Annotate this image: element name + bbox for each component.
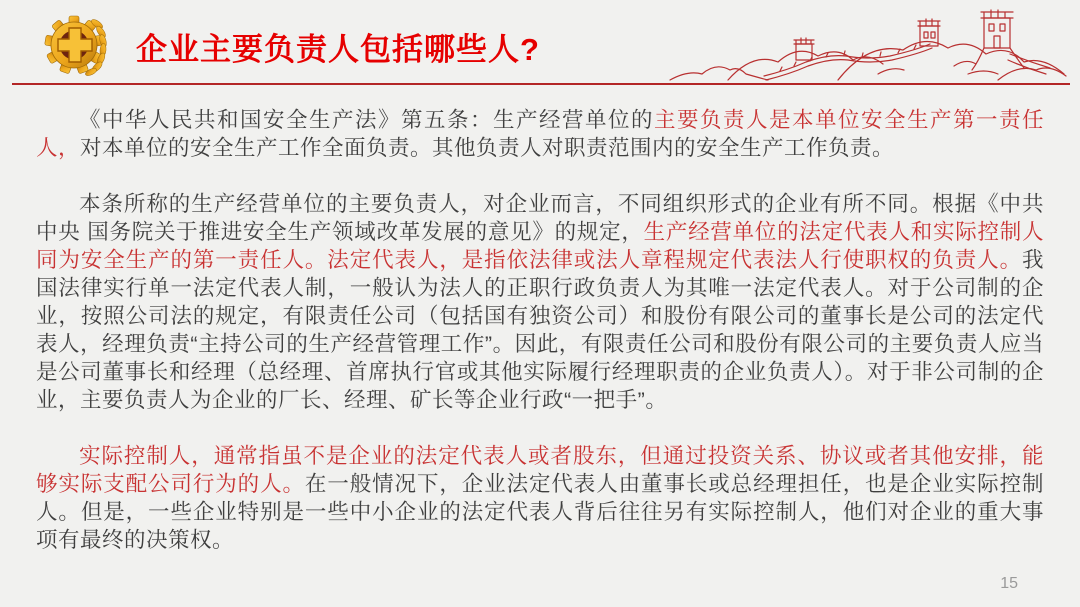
great-wall-illustration-icon: [668, 4, 1068, 84]
page-number: 15: [1000, 575, 1018, 592]
safety-emblem-icon: [44, 11, 112, 79]
text-segment-red: 实际控制人，通常指虽不是企业的法定代表人或者股东，但通过投资关系、协议或者其他安排，能够实际支配公司行为的人。: [36, 444, 1044, 496]
text-segment-red: 生产经营单位的法定代表人和实际控制人同为安全生产的第一责任人。法定代表人，是指依法律或法人章程规定代表法人行使职权的负责人。: [36, 220, 1044, 272]
paragraph-legal-representative: [36, 190, 1044, 414]
text-segment-dark: 我国法律实行单一法定代表人制，一般认为法人的正职行政负责人为其唯一法定代表人。对于公司制的企业，按照公司法的规定，有限责任公司（包括国有独资公司）和股份有限公司的董事长是公司的法定代表人，经理负责“主持公司的生产经营管理工作”。因此，有限责任公司和股份有限公司的主要负责人应当是公司董事长和经理（总经理、首席执行官或其他实际履行经理职责的企业负责人）。对于非公司制的企业，主要负责人为企业的厂长、经理、矿长等企业行政“一把手”。: [36, 248, 1044, 412]
text-segment-red: 主要负责人是本单位安全生产第一责任人，: [36, 108, 1044, 160]
text-segment-dark: 本条所称的生产经营单位的主要负责人，对企业而言，不同组织形式的企业有所不同。根据《中共中央 国务院关于推进安全生产领域改革发展的意见》的规定，: [36, 192, 1044, 244]
slide-title: 企业主要负责人包括哪些人?: [136, 32, 540, 67]
paragraph-actual-controller: [36, 442, 1044, 554]
text-segment-dark: 对本单位的安全生产工作全面负责。其他负责人对职责范围内的安全生产工作负责。: [80, 136, 895, 160]
text-segment-dark: 在一般情况下，企业法定代表人由董事长或总经理担任，也是企业实际控制人。但是，一些企业特别是一些中小企业的法定代表人背后往往另有实际控制人，他们对企业的重大事项有最终的决策权。: [36, 472, 1044, 552]
slide-body: [0, 84, 1080, 554]
text-segment-dark: 《中华人民共和国安全生产法》第五条：生产经营单位的: [79, 108, 654, 132]
slide-header: [0, 0, 1080, 84]
header-divider: [12, 83, 1070, 85]
paragraph-law-article: [36, 106, 1044, 162]
